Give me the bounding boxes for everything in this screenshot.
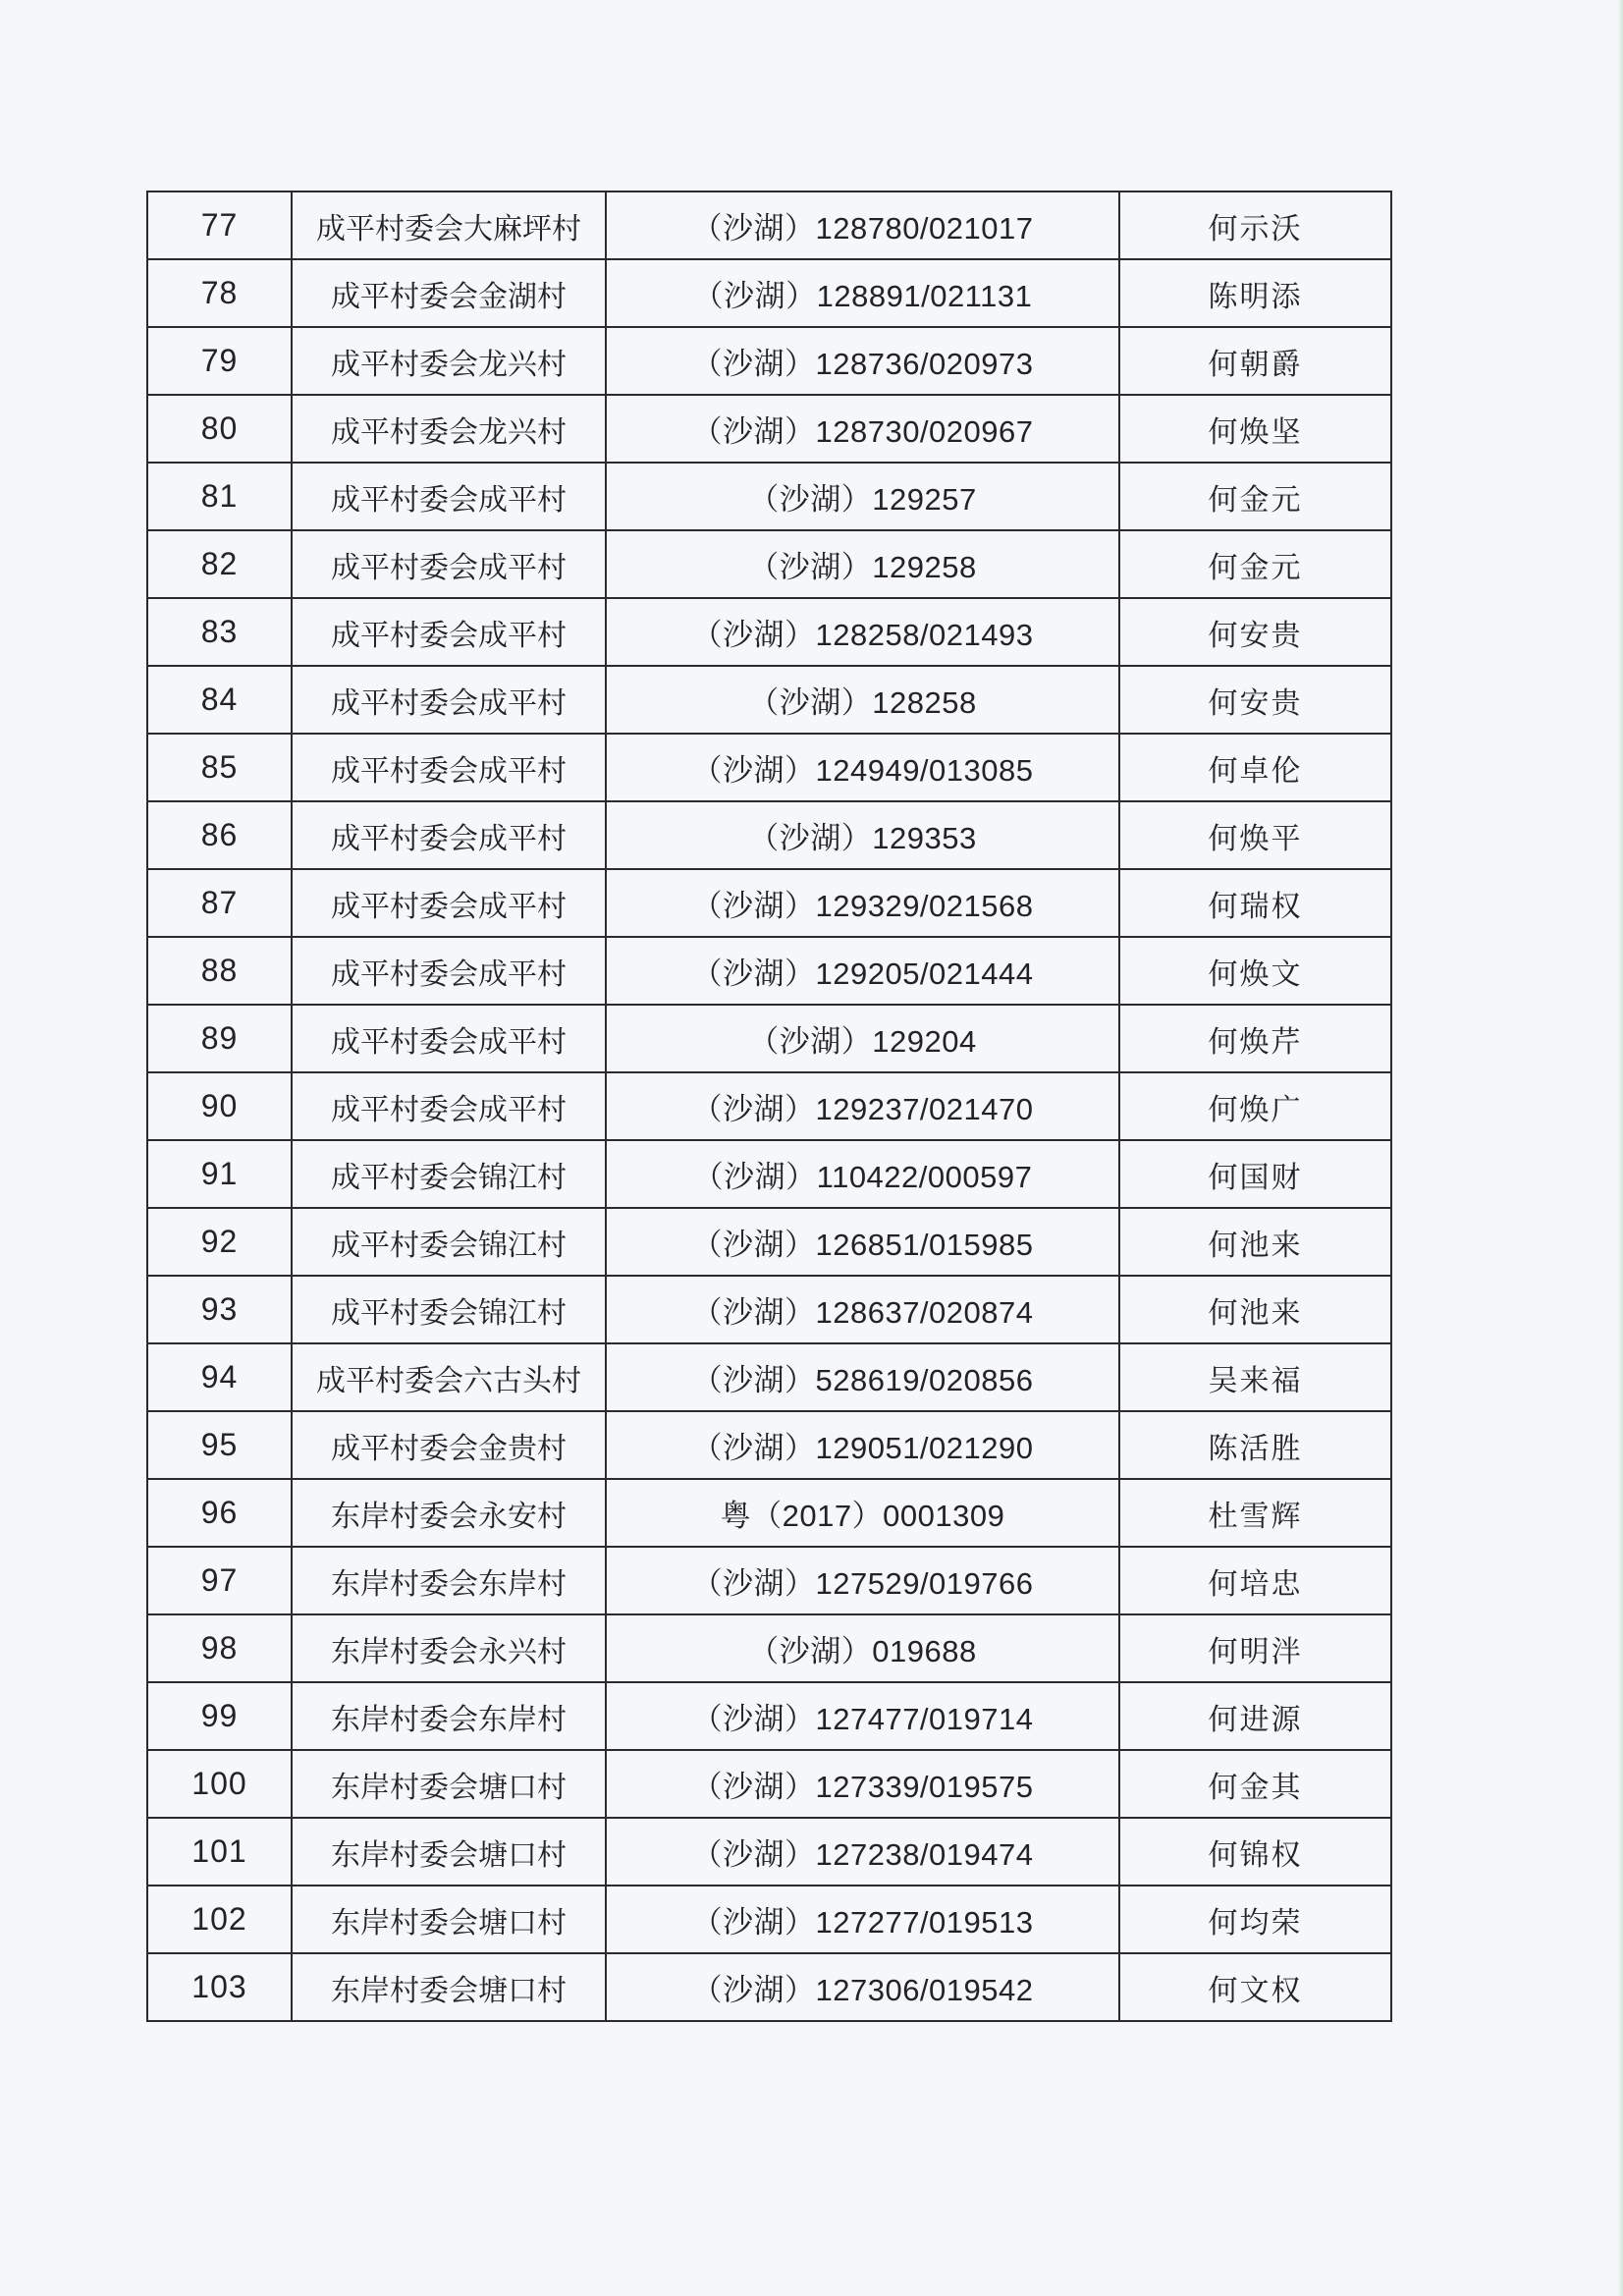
person-name: 何锦权	[1119, 1818, 1391, 1886]
table-row	[147, 1953, 1391, 2021]
person-name: 陈明添	[1119, 259, 1391, 327]
row-number: 96	[147, 1479, 292, 1547]
row-number: 90	[147, 1072, 292, 1140]
certificate-number: （沙湖）110422/000597	[606, 1140, 1119, 1208]
row-number: 98	[147, 1614, 292, 1682]
person-name: 何池来	[1119, 1276, 1391, 1343]
person-name: 何进源	[1119, 1682, 1391, 1750]
village-name: 成平村委会龙兴村	[292, 395, 606, 463]
certificate-number: （沙湖）128258	[606, 666, 1119, 734]
row-number: 88	[147, 937, 292, 1005]
certificate-number: （沙湖）127238/019474	[606, 1818, 1119, 1886]
table-row	[147, 191, 1391, 259]
person-name: 何焕坚	[1119, 395, 1391, 463]
certificate-number: （沙湖）129204	[606, 1005, 1119, 1072]
village-name: 东岸村委会塘口村	[292, 1750, 606, 1818]
row-number: 94	[147, 1343, 292, 1411]
certificate-number: （沙湖）129051/021290	[606, 1411, 1119, 1479]
table-row	[147, 598, 1391, 666]
person-name: 何焕广	[1119, 1072, 1391, 1140]
certificate-number: （沙湖）127277/019513	[606, 1886, 1119, 1953]
row-number: 81	[147, 463, 292, 530]
table-row	[147, 734, 1391, 801]
village-name: 成平村委会大麻坪村	[292, 191, 606, 259]
certificate-number: （沙湖）129329/021568	[606, 869, 1119, 937]
person-name: 吴来福	[1119, 1343, 1391, 1411]
certificate-number: （沙湖）127529/019766	[606, 1547, 1119, 1614]
village-certificate-table	[146, 191, 1392, 2022]
village-name: 东岸村委会塘口村	[292, 1818, 606, 1886]
village-name: 成平村委会成平村	[292, 666, 606, 734]
certificate-number: （沙湖）129257	[606, 463, 1119, 530]
person-name: 何金其	[1119, 1750, 1391, 1818]
table-row	[147, 327, 1391, 395]
row-number: 79	[147, 327, 292, 395]
table-row	[147, 1750, 1391, 1818]
person-name: 何瑞权	[1119, 869, 1391, 937]
village-name: 成平村委会成平村	[292, 1072, 606, 1140]
certificate-number: （沙湖）127306/019542	[606, 1953, 1119, 2021]
table-row	[147, 463, 1391, 530]
certificate-number: （沙湖）128891/021131	[606, 259, 1119, 327]
table-row	[147, 666, 1391, 734]
person-name: 何焕芹	[1119, 1005, 1391, 1072]
person-name: 何文权	[1119, 1953, 1391, 2021]
certificate-number: （沙湖）128736/020973	[606, 327, 1119, 395]
table-row	[147, 1276, 1391, 1343]
person-name: 何均荣	[1119, 1886, 1391, 1953]
village-name: 成平村委会成平村	[292, 463, 606, 530]
table-row	[147, 801, 1391, 869]
certificate-number: （沙湖）528619/020856	[606, 1343, 1119, 1411]
table-row	[147, 1547, 1391, 1614]
certificate-number: （沙湖）127477/019714	[606, 1682, 1119, 1750]
table-row	[147, 869, 1391, 937]
row-number: 92	[147, 1208, 292, 1276]
table-row	[147, 1072, 1391, 1140]
certificate-number: （沙湖）129258	[606, 530, 1119, 598]
row-number: 86	[147, 801, 292, 869]
row-number: 83	[147, 598, 292, 666]
row-number: 97	[147, 1547, 292, 1614]
village-name: 东岸村委会永安村	[292, 1479, 606, 1547]
village-name: 成平村委会成平村	[292, 530, 606, 598]
village-name: 成平村委会成平村	[292, 801, 606, 869]
table-row	[147, 1208, 1391, 1276]
table-row	[147, 1479, 1391, 1547]
table-row	[147, 1343, 1391, 1411]
person-name: 何明泮	[1119, 1614, 1391, 1682]
person-name: 何金元	[1119, 463, 1391, 530]
table-row	[147, 1140, 1391, 1208]
row-number: 100	[147, 1750, 292, 1818]
table-row	[147, 1614, 1391, 1682]
table-row	[147, 1411, 1391, 1479]
village-name: 成平村委会成平村	[292, 869, 606, 937]
certificate-number: （沙湖）128730/020967	[606, 395, 1119, 463]
person-name: 陈活胜	[1119, 1411, 1391, 1479]
village-name: 成平村委会金贵村	[292, 1411, 606, 1479]
village-name: 成平村委会龙兴村	[292, 327, 606, 395]
village-name: 成平村委会锦江村	[292, 1140, 606, 1208]
person-name: 何安贵	[1119, 666, 1391, 734]
person-name: 何示沃	[1119, 191, 1391, 259]
table-row	[147, 530, 1391, 598]
row-number: 84	[147, 666, 292, 734]
village-name: 东岸村委会永兴村	[292, 1614, 606, 1682]
table-row	[147, 937, 1391, 1005]
person-name: 何朝爵	[1119, 327, 1391, 395]
row-number: 85	[147, 734, 292, 801]
row-number: 93	[147, 1276, 292, 1343]
village-name: 东岸村委会东岸村	[292, 1547, 606, 1614]
person-name: 何国财	[1119, 1140, 1391, 1208]
row-number: 80	[147, 395, 292, 463]
row-number: 91	[147, 1140, 292, 1208]
person-name: 何安贵	[1119, 598, 1391, 666]
table-row	[147, 395, 1391, 463]
row-number: 87	[147, 869, 292, 937]
row-number: 99	[147, 1682, 292, 1750]
row-number: 103	[147, 1953, 292, 2021]
village-name: 东岸村委会塘口村	[292, 1886, 606, 1953]
table-row	[147, 1818, 1391, 1886]
certificate-number: 粤（2017）0001309	[606, 1479, 1119, 1547]
person-name: 何培忠	[1119, 1547, 1391, 1614]
certificate-number: （沙湖）128780/021017	[606, 191, 1119, 259]
certificate-number: （沙湖）128258/021493	[606, 598, 1119, 666]
certificate-number: （沙湖）126851/015985	[606, 1208, 1119, 1276]
village-name: 成平村委会金湖村	[292, 259, 606, 327]
person-name: 何池来	[1119, 1208, 1391, 1276]
village-name: 成平村委会六古头村	[292, 1343, 606, 1411]
certificate-number: （沙湖）124949/013085	[606, 734, 1119, 801]
scan-edge-artifact	[1618, 0, 1623, 2296]
certificate-number: （沙湖）129237/021470	[606, 1072, 1119, 1140]
person-name: 何焕文	[1119, 937, 1391, 1005]
row-number: 95	[147, 1411, 292, 1479]
village-name: 成平村委会成平村	[292, 937, 606, 1005]
table-row	[147, 1886, 1391, 1953]
row-number: 101	[147, 1818, 292, 1886]
village-name: 成平村委会成平村	[292, 734, 606, 801]
table-row	[147, 1682, 1391, 1750]
village-name: 成平村委会成平村	[292, 598, 606, 666]
village-name: 东岸村委会东岸村	[292, 1682, 606, 1750]
village-name: 成平村委会成平村	[292, 1005, 606, 1072]
person-name: 何焕平	[1119, 801, 1391, 869]
certificate-number: （沙湖）128637/020874	[606, 1276, 1119, 1343]
table-row	[147, 259, 1391, 327]
village-name: 成平村委会锦江村	[292, 1276, 606, 1343]
person-name: 何金元	[1119, 530, 1391, 598]
certificate-number: （沙湖）019688	[606, 1614, 1119, 1682]
certificate-number: （沙湖）129353	[606, 801, 1119, 869]
row-number: 89	[147, 1005, 292, 1072]
row-number: 102	[147, 1886, 292, 1953]
row-number: 77	[147, 191, 292, 259]
certificate-number: （沙湖）127339/019575	[606, 1750, 1119, 1818]
person-name: 何卓伦	[1119, 734, 1391, 801]
village-name: 东岸村委会塘口村	[292, 1953, 606, 2021]
row-number: 78	[147, 259, 292, 327]
village-name: 成平村委会锦江村	[292, 1208, 606, 1276]
record-table-body	[147, 191, 1391, 2021]
certificate-number: （沙湖）129205/021444	[606, 937, 1119, 1005]
table-row	[147, 1005, 1391, 1072]
row-number: 82	[147, 530, 292, 598]
person-name: 杜雪辉	[1119, 1479, 1391, 1547]
